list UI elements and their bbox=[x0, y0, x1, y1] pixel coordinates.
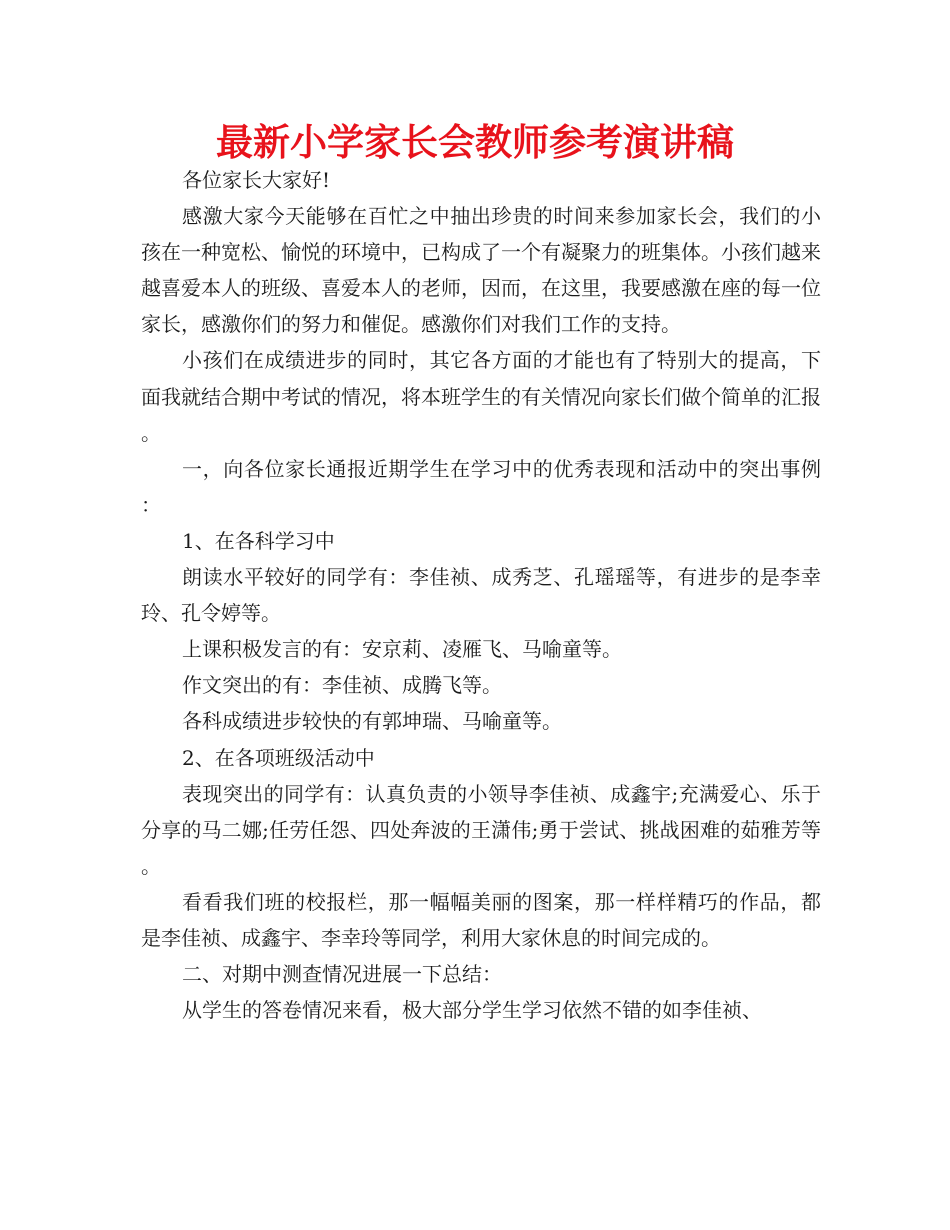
paragraph-subsection-study: 1、在各科学习中 bbox=[182, 528, 335, 553]
paragraph-bulletin: 看看我们班的校报栏，那一幅幅美丽的图案，那一样样精巧的作品，都是李佳祯、成鑫宇、李幸玲等同学，利用大家休息的时间完成的。 bbox=[141, 889, 821, 950]
paragraph-subsection-activities: 2、在各项班级活动中 bbox=[182, 745, 375, 770]
paragraph-outstanding: 表现突出的同学有：认真负责的小领导李佳祯、成鑫宇;充满爱心、乐于分享的马二娜;任劳任怨、四处奔波的王潇伟;勇于尝试、挑战困难的茹雅芳等。 bbox=[141, 781, 821, 878]
document-title: 最新小学家长会教师参考演讲稿 bbox=[216, 121, 734, 164]
paragraph-thanks: 感激大家今天能够在百忙之中抽出珍贵的时间来参加家长会，我们的小孩在一种宽松、愉悦的环境中，已构成了一个有凝聚力的班集体。小孩们越来越喜爱本人的班级、喜爱本人的老师，因而，在这里，我要感激在座的每一位家长，感激你们的努力和催促。感激你们对我们工作的支持。 bbox=[141, 204, 821, 337]
document-body bbox=[141, 162, 821, 1028]
paragraph-speaking: 上课积极发言的有：安京莉、凌雁飞、马喻童等。 bbox=[182, 637, 622, 662]
paragraph-section-one: 一，向各位家长通报近期学生在学习中的优秀表现和活动中的突出事例： bbox=[141, 456, 821, 517]
paragraph-improvement: 各科成绩进步较快的有郭坤瑞、马喻童等。 bbox=[182, 709, 562, 734]
paragraph-section-two: 二、对期中测查情况进展一下总结： bbox=[182, 962, 502, 987]
paragraph-reading: 朗读水平较好的同学有：李佳祯、成秀芝、孔瑶瑶等，有进步的是李幸玲、孔令婷等。 bbox=[141, 565, 821, 626]
paragraph-progress: 小孩们在成绩进步的同时，其它各方面的才能也有了特别大的提高，下面我就结合期中考试的情况，将本班学生的有关情况向家长们做个简单的汇报。 bbox=[141, 348, 821, 445]
paragraph-greeting: 各位家长大家好! bbox=[182, 168, 331, 192]
paragraph-writing: 作文突出的有：李佳祯、成腾飞等。 bbox=[182, 673, 502, 698]
paragraph-exam-summary: 从学生的答卷情况来看，极大部分学生学习依然不错的如李佳祯、 bbox=[182, 998, 762, 1023]
